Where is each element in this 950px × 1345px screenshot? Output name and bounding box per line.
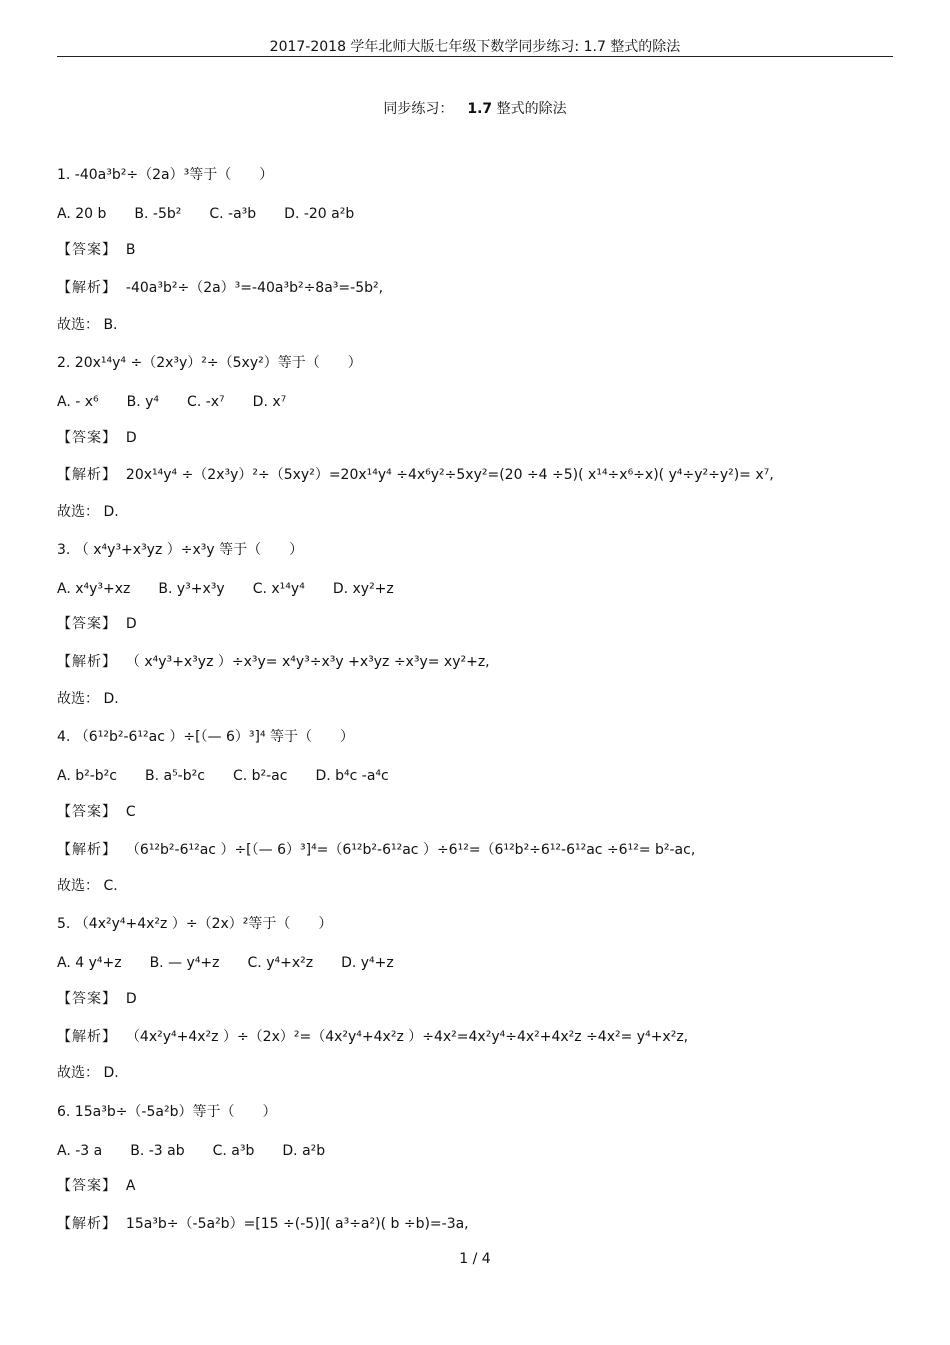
- option-a: A. 4 y⁴+z: [57, 955, 122, 971]
- question-5-answer: [57, 990, 137, 1008]
- option-c: C. y⁴+x²z: [247, 955, 314, 971]
- analysis-tag: 【解析】: [57, 280, 117, 296]
- option-b: B. -3 ab: [130, 1143, 185, 1159]
- question-5-conclusion: 故选： D.: [57, 1065, 119, 1081]
- question-2-analysis: [57, 466, 774, 484]
- option-b: B. — y⁴+z: [149, 955, 220, 971]
- option-b: B. y⁴: [126, 394, 160, 410]
- question-5: 5. （4x²y⁴+4x²z ）÷（2x）²等于（ ）: [57, 916, 333, 932]
- question-4-answer: [57, 803, 136, 821]
- option-d: D. x⁷: [252, 394, 287, 410]
- answer-tag: 【答案】: [57, 1178, 117, 1194]
- question-5-options: [57, 954, 422, 972]
- answer-value: A: [125, 1178, 136, 1194]
- analysis-text: （ x⁴y³+x³yz ）÷x³y= x⁴y³÷x³y +x³yz ÷x³y= xy²+z,: [125, 654, 490, 670]
- question-2: 2. 20x¹⁴y⁴ ÷（2x³y）²÷（5xy²）等于（ ）: [57, 355, 362, 371]
- title-label: 同步练习：: [383, 101, 454, 117]
- option-c: C. x¹⁴y⁴: [252, 581, 305, 597]
- question-5-analysis: [57, 1028, 688, 1046]
- answer-value: B: [125, 242, 136, 258]
- question-6: 6. 15a³b÷（-5a²b）等于（ ）: [57, 1104, 277, 1120]
- analysis-tag: 【解析】: [57, 467, 117, 483]
- analysis-tag: 【解析】: [57, 654, 117, 670]
- question-4: 4. （6¹²b²-6¹²ac ）÷[（— 6）³]⁴ 等于（ ）: [57, 729, 355, 745]
- question-2-answer: [57, 429, 137, 447]
- answer-tag: 【答案】: [57, 991, 117, 1007]
- question-3: 3. （ x⁴y³+x³yz ）÷x³y 等于（ ）: [57, 542, 304, 558]
- question-3-answer: [57, 615, 137, 633]
- option-d: D. y⁴+z: [341, 955, 394, 971]
- question-1: 1. -40a³b²÷（2a）³等于（ ）: [57, 167, 274, 183]
- question-3-options: [57, 580, 422, 598]
- option-a: A. - x⁶: [57, 394, 99, 410]
- option-d: D. -20 a²b: [284, 206, 355, 222]
- answer-value: C: [125, 804, 136, 820]
- analysis-text: （4x²y⁴+4x²z ）÷（2x）²=（4x²y⁴+4x²z ）÷4x²=4x²y⁴÷4x²+4x²z ÷4x²= y⁴+x²z,: [125, 1029, 689, 1045]
- header-divider: [57, 56, 893, 57]
- option-a: A. 20 b: [57, 206, 107, 222]
- option-d: D. xy²+z: [332, 581, 394, 597]
- analysis-text: -40a³b²÷（2a）³=-40a³b²÷8a³=-5b²,: [125, 280, 384, 296]
- question-1-answer: [57, 241, 136, 259]
- option-a: A. b²-b²c: [57, 768, 117, 784]
- question-1-analysis: [57, 279, 383, 297]
- title-number: 1.7: [467, 101, 493, 117]
- question-6-answer: [57, 1177, 135, 1195]
- question-6-options: [57, 1142, 353, 1160]
- question-3-analysis: [57, 653, 490, 671]
- option-c: C. -x⁷: [187, 394, 225, 410]
- answer-tag: 【答案】: [57, 804, 117, 820]
- answer-value: D: [125, 430, 137, 446]
- option-d: D. b⁴c -a⁴c: [315, 768, 389, 784]
- question-1-conclusion: 故选： B.: [57, 317, 118, 333]
- option-b: B. -5b²: [134, 206, 182, 222]
- page-title: [0, 98, 950, 118]
- option-b: B. a⁵-b²c: [144, 768, 205, 784]
- question-1-options: [57, 205, 382, 223]
- analysis-text: 15a³b÷（-5a²b）=[15 ÷(-5)]( a³÷a²)( b ÷b)=-3a,: [125, 1216, 469, 1232]
- answer-value: D: [125, 616, 137, 632]
- question-4-analysis: [57, 841, 695, 859]
- answer-value: D: [125, 991, 137, 1007]
- option-c: C. a³b: [212, 1143, 255, 1159]
- question-2-options: [57, 393, 314, 411]
- page-number: 1 / 4: [459, 1251, 491, 1267]
- analysis-tag: 【解析】: [57, 1029, 117, 1045]
- title-topic: 整式的除法: [496, 101, 567, 117]
- page-header: 2017-2018 学年北师大版七年级下数学同步练习: 1.7 整式的除法: [269, 39, 681, 55]
- answer-tag: 【答案】: [57, 242, 117, 258]
- option-b: B. y³+x³y: [158, 581, 225, 597]
- option-a: A. -3 a: [57, 1143, 103, 1159]
- question-3-conclusion: 故选： D.: [57, 691, 119, 707]
- analysis-tag: 【解析】: [57, 842, 117, 858]
- option-a: A. x⁴y³+xz: [57, 581, 131, 597]
- question-6-analysis: [57, 1215, 469, 1233]
- answer-tag: 【答案】: [57, 430, 117, 446]
- analysis-text: （6¹²b²-6¹²ac ）÷[（— 6）³]⁴=（6¹²b²-6¹²ac ）÷6¹²=（6¹²b²÷6¹²-6¹²ac ÷6¹²= b²-ac,: [125, 842, 696, 858]
- option-d: D. a²b: [282, 1143, 326, 1159]
- analysis-tag: 【解析】: [57, 1216, 117, 1232]
- question-2-conclusion: 故选： D.: [57, 504, 119, 520]
- option-c: C. -a³b: [209, 206, 257, 222]
- analysis-text: 20x¹⁴y⁴ ÷（2x³y）²÷（5xy²）=20x¹⁴y⁴ ÷4x⁶y²÷5xy²=(20 ÷4 ÷5)( x¹⁴÷x⁶÷x)( y⁴÷y²÷y²)= x⁷,: [125, 467, 774, 483]
- answer-tag: 【答案】: [57, 616, 117, 632]
- option-c: C. b²-ac: [232, 768, 288, 784]
- question-4-conclusion: 故选： C.: [57, 878, 118, 894]
- question-4-options: [57, 767, 417, 785]
